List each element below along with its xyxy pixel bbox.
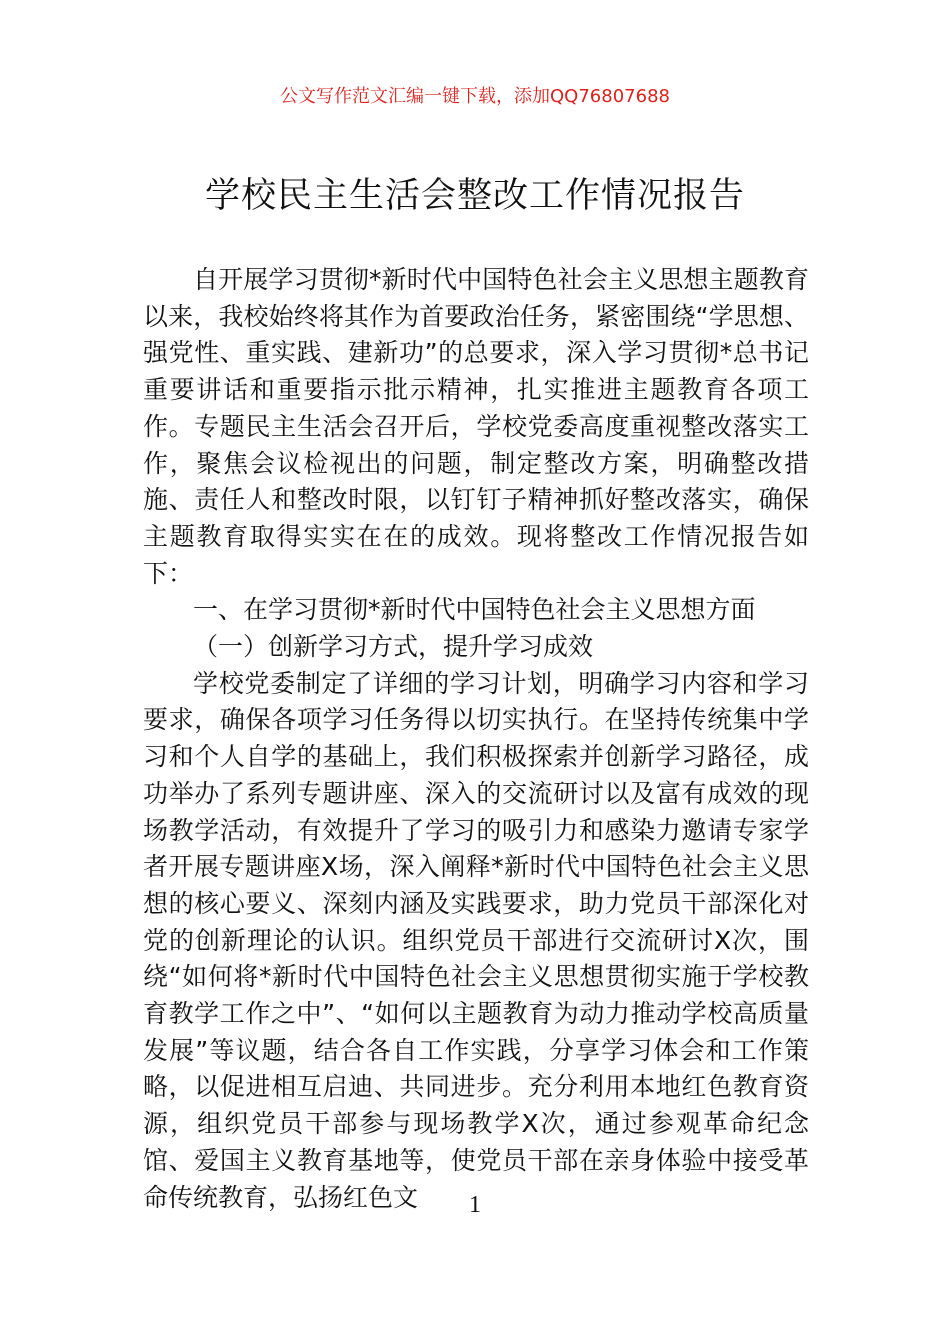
subsection-heading-1: （一）创新学习方式，提升学习成效	[193, 632, 594, 662]
document-title: 学校民主生活会整改工作情况报告	[204, 176, 745, 216]
intro-paragraph: 自开展学习贯彻*新时代中国特色社会主义思想主题教育以来，我校始终将其作为首要政治任务，紧密围绕“学思想、强党性、重实践、建新功”的总要求，深入学习贯彻*总书记重要讲话和重要指示批示精神，扎实推进主题教育各项工作。专题民主生活会召开后，学校党委高度重视整改落实工作，聚焦会议检视出的问题，制定整改方案，明确整改措施、责任人和整改时限，以钉钉子精神抓好整改落实，确保主题教育取得实实在在的成效。现将整改工作情况报告如下：	[143, 265, 809, 588]
section-heading-1: 一、在学习贯彻*新时代中国特色社会主义思想方面	[193, 595, 756, 625]
download-banner[interactable]: 公文写作范文汇编一键下载，添加QQ76807688	[280, 86, 670, 107]
page-number: 1	[469, 1192, 481, 1218]
section-1-paragraph: 学校党委制定了详细的学习计划，明确学习内容和学习要求，确保各项学习任务得以切实执行。在坚持传统集中学习和个人自学的基础上，我们积极探索并创新学习路径，成功举办了系列专题讲座、深入的交流研讨以及富有成效的现场教学活动，有效提升了学习的吸引力和感染力邀请专家学者开展专题讲座X场，深入阐释*新时代中国特色社会主义思想的核心要义、深刻内涵及实践要求，助力党员干部深化对党的创新理论的认识。组织党员干部进行交流研讨X次，围绕“如何将*新时代中国特色社会主义思想贯彻实施于学校教育教学工作之中”、“如何以主题教育为动力推动学校高质量发展”等议题，结合各自工作实践，分享学习体会和工作策略，以促进相互启迪、共同进步。充分利用本地红色教育资源，组织党员干部参与现场教学X次，通过参观革命纪念馆、爱国主义教育基地等，使党员干部在亲身体验中接受革命传统教育，弘扬红色文	[143, 668, 809, 1212]
document-body	[143, 262, 809, 1216]
